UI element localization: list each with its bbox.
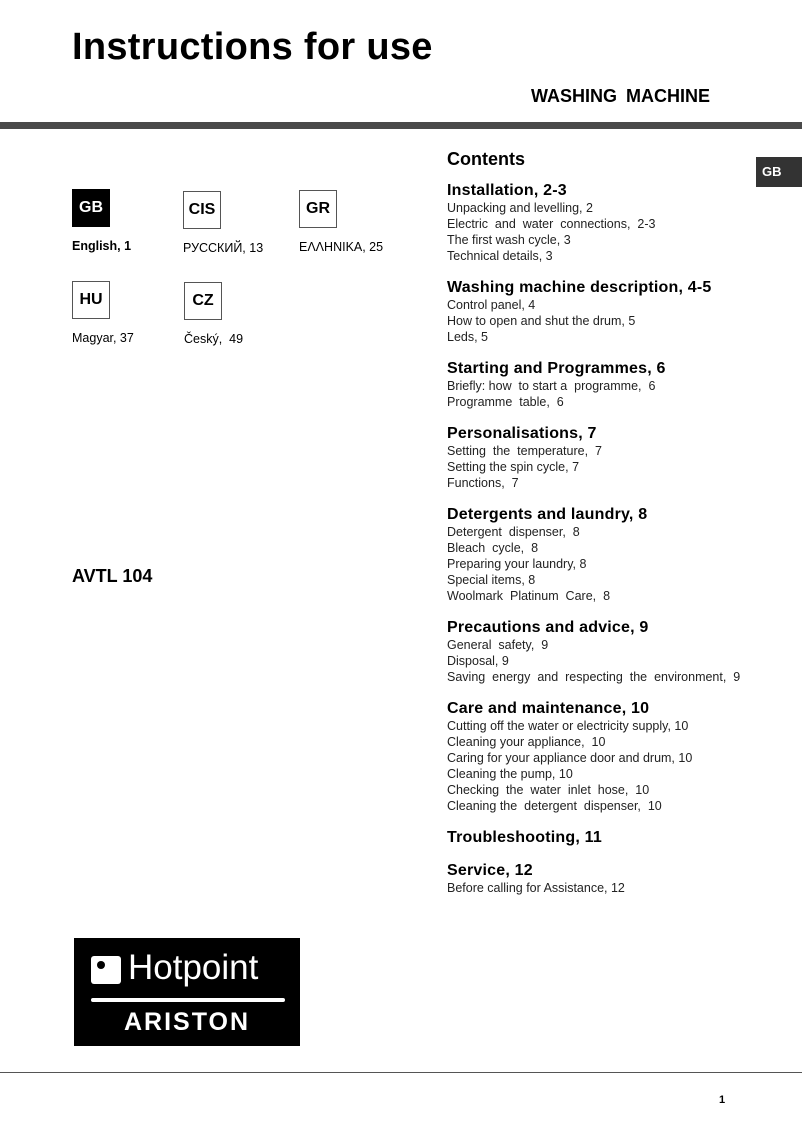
contents-item[interactable]: Detergent dispenser, 8 — [447, 525, 580, 539]
hotpoint-ariston-logo — [74, 938, 300, 1046]
language-code-box: GR — [299, 190, 337, 228]
contents-item[interactable]: Saving energy and respecting the environment, 9 — [447, 670, 741, 684]
contents-item[interactable]: Caring for your appliance door and drum, 10 — [447, 751, 693, 765]
section-title[interactable]: Care and maintenance, 10 — [447, 700, 650, 717]
contents-item[interactable]: Functions, 7 — [447, 476, 519, 490]
contents-item[interactable]: Leds, 5 — [447, 330, 489, 344]
contents-item[interactable]: Before calling for Assistance, 12 — [447, 881, 625, 895]
contents-section — [447, 279, 787, 345]
logo-square-icon — [91, 956, 121, 984]
footer-divider — [0, 1072, 802, 1073]
language-code-box: HU — [72, 281, 110, 319]
contents-section — [447, 506, 787, 604]
section-title[interactable]: Service, 12 — [447, 862, 533, 879]
section-title[interactable]: Precautions and advice, 9 — [447, 619, 649, 636]
contents-item[interactable]: Woolmark Platinum Care, 8 — [447, 589, 611, 603]
contents-item[interactable]: Cleaning your appliance, 10 — [447, 735, 606, 749]
contents-item[interactable]: Disposal, 9 — [447, 654, 509, 668]
contents-item[interactable]: Checking the water inlet hose, 10 — [447, 783, 650, 797]
language-code-box: CIS — [183, 191, 221, 229]
language-side-tab: GB — [756, 157, 802, 187]
language-gr[interactable] — [299, 190, 399, 254]
contents-section — [447, 829, 787, 847]
contents-item[interactable]: Cleaning the pump, 10 — [447, 767, 573, 781]
contents-section — [447, 360, 787, 410]
product-type: WASHING MACHINE — [531, 86, 710, 106]
contents-section — [447, 182, 787, 264]
contents-item[interactable]: Setting the spin cycle, 7 — [447, 460, 580, 474]
contents-item[interactable]: Unpacking and levelling, 2 — [447, 201, 593, 215]
language-name: ΕΛΛΗΝΙΚΑ, 25 — [299, 240, 384, 254]
table-of-contents — [447, 149, 787, 911]
logo-sub: ARISTON — [123, 1008, 251, 1036]
page-number: 1 — [719, 1094, 726, 1106]
contents-item[interactable]: Briefly: how to start a programme, 6 — [447, 379, 656, 393]
language-name: Český, 49 — [184, 332, 244, 346]
contents-item[interactable]: Electric and water connections, 2-3 — [447, 217, 656, 231]
contents-item[interactable]: Cleaning the detergent dispenser, 10 — [447, 799, 662, 813]
contents-item[interactable]: Technical details, 3 — [447, 249, 553, 263]
contents-section — [447, 862, 787, 896]
contents-item[interactable]: Setting the temperature, 7 — [447, 444, 602, 458]
contents-item[interactable]: Special items, 8 — [447, 573, 536, 587]
logo-divider — [91, 998, 285, 1002]
language-cis[interactable] — [183, 191, 283, 255]
contents-section — [447, 425, 787, 491]
language-cz[interactable] — [184, 282, 284, 346]
language-name: РУССКИЙ, 13 — [183, 241, 264, 255]
language-gb[interactable] — [72, 189, 172, 253]
section-title[interactable]: Detergents and laundry, 8 — [447, 506, 648, 523]
section-title[interactable]: Starting and Programmes, 6 — [447, 360, 666, 377]
contents-section — [447, 619, 787, 685]
section-title[interactable]: Washing machine description, 4-5 — [447, 279, 712, 296]
contents-item[interactable]: Cutting off the water or electricity supply, 10 — [447, 719, 689, 733]
language-hu[interactable] — [72, 281, 172, 345]
language-code-box: CZ — [184, 282, 222, 320]
contents-heading: Contents — [447, 149, 525, 169]
contents-section — [447, 700, 787, 814]
contents-item[interactable]: Programme table, 6 — [447, 395, 564, 409]
language-name: English, 1 — [72, 239, 132, 253]
contents-item[interactable]: Bleach cycle, 8 — [447, 541, 539, 555]
logo-brand: Hotpoint — [128, 948, 259, 987]
contents-item[interactable]: The first wash cycle, 3 — [447, 233, 571, 247]
contents-item[interactable]: Control panel, 4 — [447, 298, 536, 312]
section-title[interactable]: Troubleshooting, 11 — [447, 829, 602, 846]
section-title[interactable]: Installation, 2-3 — [447, 182, 567, 199]
page-title: Instructions for use — [72, 26, 433, 68]
contents-item[interactable]: Preparing your laundry, 8 — [447, 557, 587, 571]
language-name: Magyar, 37 — [72, 331, 134, 345]
language-code-box: GB — [72, 189, 110, 227]
contents-item[interactable]: General safety, 9 — [447, 638, 549, 652]
section-title[interactable]: Personalisations, 7 — [447, 425, 597, 442]
header-divider — [0, 122, 802, 129]
contents-item[interactable]: How to open and shut the drum, 5 — [447, 314, 636, 328]
model-number: AVTL 104 — [72, 566, 153, 586]
